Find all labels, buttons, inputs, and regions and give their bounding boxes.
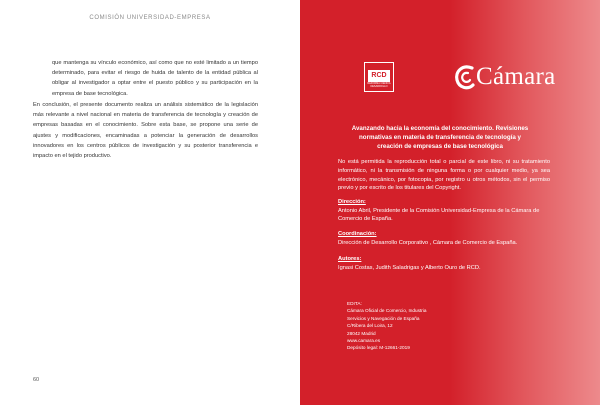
direction-text: Antonio Abril, Presidente de la Comisión Universidad-Empresa de la Cámara de Comercio de España. xyxy=(338,208,540,223)
edita-label: EDITA: xyxy=(347,301,362,306)
direction-label: Dirección: xyxy=(338,199,366,205)
edita-line: 28042 Madrid xyxy=(347,330,376,336)
rcd-logo-subtext: REFORMA CIENCIA DESARROLLO xyxy=(367,82,391,88)
camara-swirl-icon xyxy=(454,62,476,92)
publisher-block xyxy=(347,300,497,352)
coordination-text: Dirección de Desarrollo Corporativo , Cámara de Comercio de España. xyxy=(338,240,518,246)
running-head: COMISIÓN UNIVERSIDAD-EMPRESA xyxy=(89,15,211,21)
body-paragraph-2: En conclusión, el presente documento realiza un análisis sistemático de la legislación más relevante a nivel nacional en materia de transferencia de tecnología y creación de empresas basadas en el conocimiento. Sobre esta base, se propone una serie de ajustes y modificaciones, encaminadas a potenciar la generación de desarrollos innovadores en los centros públicos de investigación y su posterior transferencia e impacto en el tejido productivo. xyxy=(33,102,258,160)
edita-line: Servicios y Navegación de España xyxy=(347,315,420,321)
edita-line: Depósito legal: M-12661-2019 xyxy=(347,345,410,351)
edita-line: C/Ribera del Loira, 12 xyxy=(347,323,393,329)
edita-line: www.camara.es xyxy=(347,338,381,344)
rcd-logo-text: RCD xyxy=(371,72,387,79)
authors-text: Ignasi Costas, Judith Saladrigas y Alberto Ouro de RCD. xyxy=(338,265,481,271)
book-title: Avanzando hacia la economía del conocimiento. Revisiones normativas en materia de transferencia de tecnología y creación de empresas de base tecnológica xyxy=(351,125,529,150)
copyright-notice: No está permitida la reproducción total o parcial de este libro, ni su tratamiento informático, ni la transmisión de ninguna forma o por cualquier medio, ya sea electrónico, mecánico, por fotocopia, por registro u otros métodos, sin el permiso previo y por escrito de los titulares del Copyright. xyxy=(338,159,550,192)
coordination-label: Coordinación: xyxy=(338,231,377,237)
rcd-logo xyxy=(364,62,394,92)
edita-line: Cámara Oficial de Comercio, Industria xyxy=(347,308,427,314)
authors-label: Autores: xyxy=(338,256,362,262)
camara-logo-text: Cámara xyxy=(476,63,556,90)
body-paragraph-1: que mantenga su vínculo económico, así como que no esté limitado a un tiempo determinado, para evitar el riesgo de huida de talento de la entidad pública al obligar al investigador a optar entre el puesto público y su participación en la empresa de base tecnológica. xyxy=(52,60,258,97)
right-page xyxy=(300,0,600,405)
page-number: 60 xyxy=(33,377,40,383)
